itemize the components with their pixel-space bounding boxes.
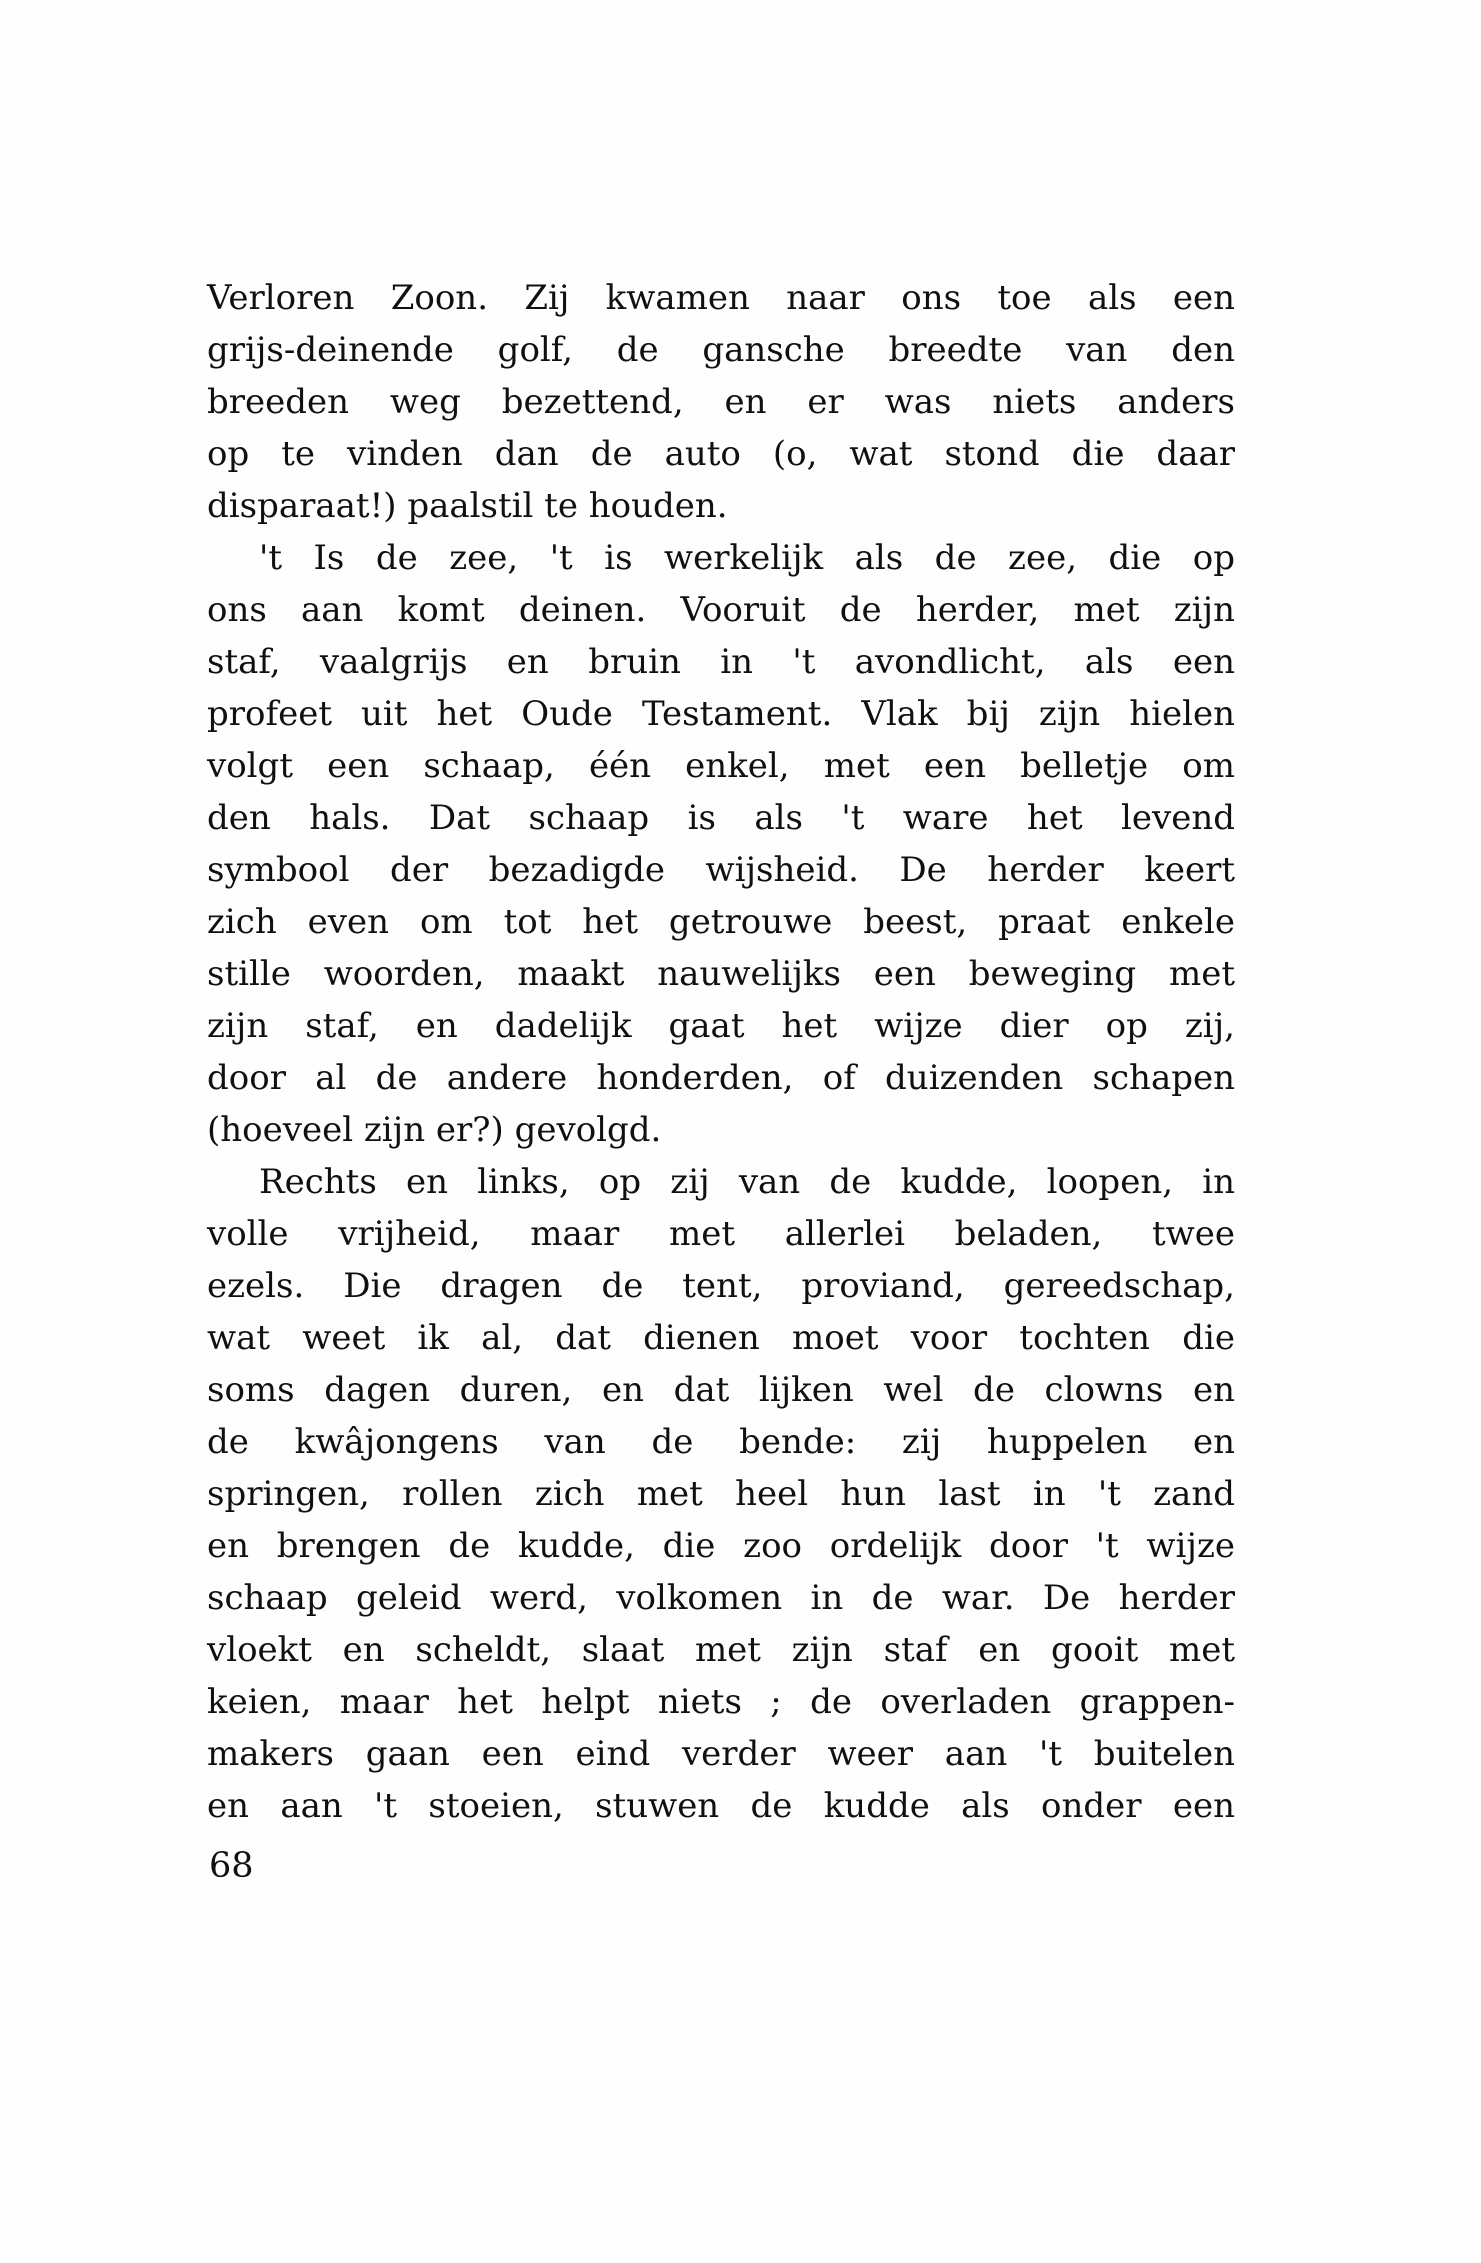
text-line: Verloren Zoon. Zij kwamen naar ons toe als een	[207, 278, 1235, 318]
text-line: breeden weg bezettend, en er was niets anders	[207, 382, 1235, 422]
text-line: stille woorden, maakt nauwelijks een beweging met	[207, 954, 1235, 994]
text-line: volle vrijheid, maar met allerlei beladen, twee	[207, 1214, 1235, 1254]
text-line: schaap geleid werd, volkomen in de war. De herder	[207, 1578, 1235, 1618]
text-line: springen, rollen zich met heel hun last in 't zand	[207, 1474, 1235, 1514]
text-line: profeet uit het Oude Testament. Vlak bij zijn hielen	[207, 694, 1235, 734]
text-line: staf, vaalgrijs en bruin in 't avondlicht, als een	[207, 642, 1235, 682]
text-line: 't Is de zee, 't is werkelijk als de zee, die op	[259, 538, 1235, 578]
text-line: zich even om tot het getrouwe beest, praat enkele	[207, 902, 1235, 942]
text-line: en brengen de kudde, die zoo ordelijk door 't wijze	[207, 1526, 1235, 1566]
text-line: ons aan komt deinen. Vooruit de herder, met zijn	[207, 590, 1235, 630]
text-line: zijn staf, en dadelijk gaat het wijze dier op zij,	[207, 1006, 1235, 1046]
text-line: (hoeveel zijn er?) gevolgd.	[207, 1110, 662, 1150]
text-line: door al de andere honderden, of duizenden schapen	[207, 1058, 1235, 1098]
text-line: makers gaan een eind verder weer aan 't buitelen	[207, 1734, 1235, 1774]
text-line: symbool der bezadigde wijsheid. De herder keert	[207, 850, 1235, 890]
page-number: 68	[209, 1846, 254, 1886]
text-line: en aan 't stoeien, stuwen de kudde als onder een	[207, 1786, 1235, 1826]
text-line: den hals. Dat schaap is als 't ware het levend	[207, 798, 1235, 838]
text-line: keien, maar het helpt niets ; de overladen grappen-	[207, 1682, 1235, 1722]
text-line: grijs-deinende golf, de gansche breedte van den	[207, 330, 1235, 370]
text-line: disparaat!) paalstil te houden.	[207, 486, 728, 526]
text-line: Rechts en links, op zij van de kudde, loopen, in	[259, 1162, 1235, 1202]
text-line: soms dagen duren, en dat lijken wel de clowns en	[207, 1370, 1235, 1410]
body-text	[207, 272, 1235, 1832]
text-line: vloekt en scheldt, slaat met zijn staf en gooit met	[207, 1630, 1235, 1670]
text-line: de kwâjongens van de bende: zij huppelen en	[207, 1422, 1235, 1462]
text-line: ezels. Die dragen de tent, proviand, gereedschap,	[207, 1266, 1235, 1306]
text-line: wat weet ik al, dat dienen moet voor tochten die	[207, 1318, 1235, 1358]
text-line: volgt een schaap, één enkel, met een belletje om	[207, 746, 1235, 786]
text-line: op te vinden dan de auto (o, wat stond die daar	[207, 434, 1235, 474]
